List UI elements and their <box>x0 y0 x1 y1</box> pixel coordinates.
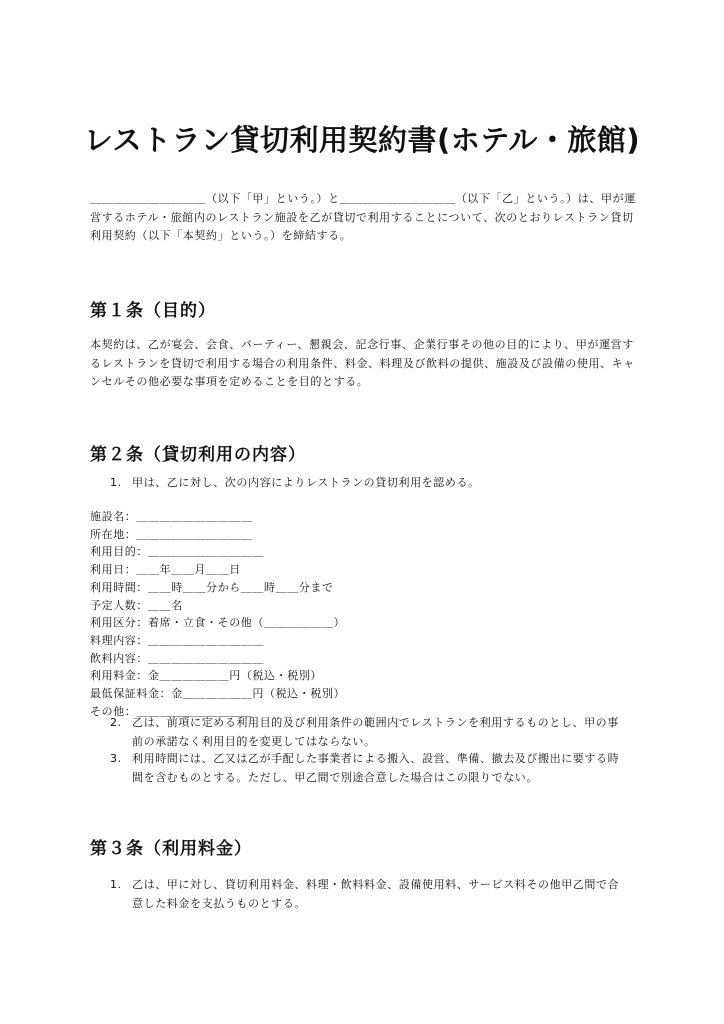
article-2-item-2 <box>110 714 630 751</box>
item-number: 3. <box>110 752 122 765</box>
article-3-heading: 第３条（利用料金） <box>90 839 252 859</box>
field-time: 利用時間：＿＿時＿＿分から＿＿時＿＿分まで <box>90 580 334 594</box>
article-2-item-1 <box>110 474 630 493</box>
field-food: 料理内容：＿＿＿＿＿＿＿＿＿＿ <box>90 633 264 647</box>
article-1-body: 本契約は、乙が宴会、会食、パーティー、懇親会、記念行事、企業行事その他の目的により、甲が運営するレストランを貸切で利用する場合の利用条件、料金、料理及び飲料の提供、施設及び設備の使用、キャンセルその他必要な事項を定めることを目的とする。 <box>90 338 635 388</box>
item-text: 甲は、乙に対し、次の内容によりレストランの貸切利用を認める。 <box>132 476 480 489</box>
field-minimum-fee: 最低保証料金：金＿＿＿＿＿＿円（税込・税別） <box>90 687 346 701</box>
field-fee: 利用料金：金＿＿＿＿＿＿円（税込・税別） <box>90 669 322 683</box>
intro-paragraph: ＿＿＿＿＿＿＿＿＿＿（以下「甲」という。）と＿＿＿＿＿＿＿＿＿＿（以下「乙」という。）は、甲が運営するホテル・旅館内のレストラン施設を乙が貸切で利用することについて、次のとおりレストラン貸切利用契約（以下「本契約」という。）を締結する。 <box>90 192 636 242</box>
article-3-item-1 <box>110 876 630 913</box>
field-usage-type: 利用区分：着席・立食・その他（＿＿＿＿＿＿） <box>90 616 346 630</box>
article-2-item-3 <box>110 750 630 787</box>
item-number: 1. <box>110 878 122 891</box>
field-location: 所在地：＿＿＿＿＿＿＿＿＿＿ <box>90 527 253 541</box>
item-number: 1. <box>110 476 122 489</box>
article-1-heading: 第１条（目的） <box>90 301 216 321</box>
field-facility-name: 施設名：＿＿＿＿＿＿＿＿＿＿ <box>90 510 253 523</box>
field-purpose: 利用目的：＿＿＿＿＿＿＿＿＿＿ <box>90 545 264 559</box>
item-text: 利用時間には、乙又は乙が手配した事業者による搬入、設営、準備、撤去及び搬出に要する時間を含むものとする。ただし、甲乙間で別途合意した場合はこの限りでない。 <box>132 752 620 784</box>
field-date: 利用日：＿＿年＿＿月＿＿日 <box>90 563 241 577</box>
usage-details-list <box>90 508 590 720</box>
field-other: その他：＿＿＿＿＿＿＿＿＿＿ <box>90 704 253 718</box>
item-number: 2. <box>110 716 122 729</box>
field-drinks: 飲料内容：＿＿＿＿＿＿＿＿＿＿ <box>90 651 264 665</box>
field-guest-count: 予定人数：＿＿名 <box>90 598 183 612</box>
item-text: 乙は、甲に対し、貸切利用料金、料理・飲料料金、設備使用料、サービス料その他甲乙間で合意した料金を支払うものとする。 <box>132 878 620 910</box>
item-text: 乙は、前項に定める利用目的及び利用条件の範囲内でレストランを利用するものとし、甲の事前の承諾なく利用目的を変更してはならない。 <box>132 716 619 748</box>
document-title: レストラン貸切利用契約書(ホテル・旅館) <box>83 123 641 157</box>
article-2-heading: 第２条（貸切利用の内容） <box>90 445 306 465</box>
